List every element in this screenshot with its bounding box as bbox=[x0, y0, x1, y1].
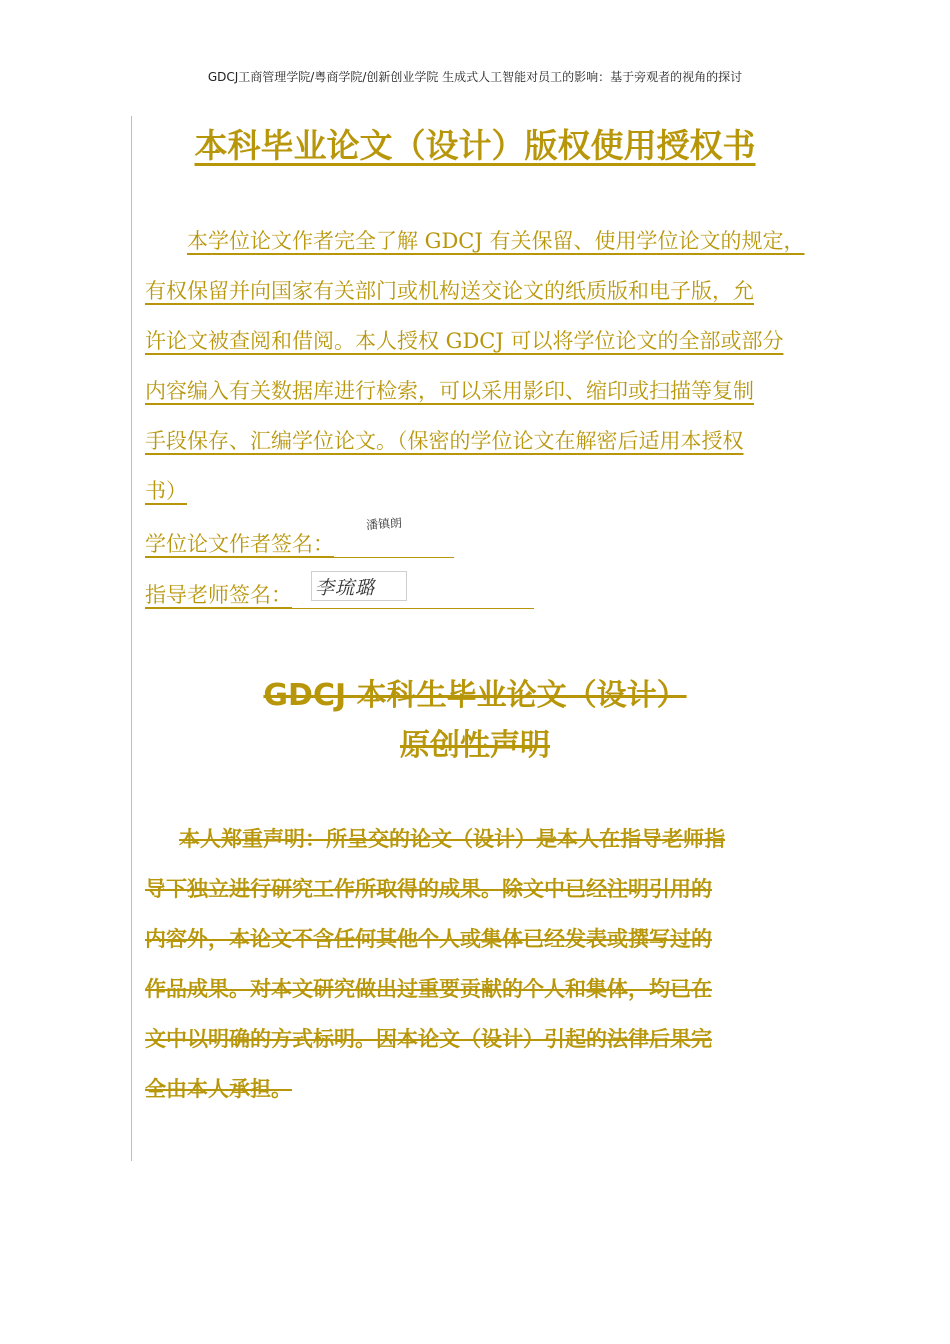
author-signature-label: 学位论文作者签名： bbox=[145, 532, 334, 556]
authorization-line: 内容编入有关数据库进行检索，可以采用影印、缩印或扫描等复制 bbox=[145, 379, 754, 403]
advisor-signature-blank bbox=[402, 608, 534, 609]
originality-line: 导下独立进行研究工作所取得的成果。除文中已经注明引用的 bbox=[145, 877, 712, 901]
author-signature-image: 潘镇朗 bbox=[365, 515, 403, 533]
originality-title-line2: 原创性声明 bbox=[400, 728, 550, 763]
advisor-signature-image: 李琉璐 bbox=[315, 577, 376, 599]
author-signature-blank bbox=[334, 557, 430, 558]
authorization-line: 许论文被查阅和借阅。本人授权 GDCJ 可以将学位论文的全部或部分 bbox=[145, 329, 784, 353]
authorization-line: 本学位论文作者完全了解 GDCJ 有关保留、使用学位论文的规定， bbox=[187, 229, 805, 253]
authorization-line: 有权保留并向国家有关部门或机构送交论文的纸质版和电子版，允 bbox=[145, 279, 754, 303]
authorization-line: 书） bbox=[145, 479, 187, 503]
authorization-title: 本科毕业论文（设计）版权使用授权书 bbox=[194, 126, 756, 165]
originality-title-line1: GDCJ 本科生毕业论文（设计） bbox=[263, 678, 687, 713]
advisor-signature-space bbox=[292, 608, 402, 609]
advisor-signature-label: 指导老师签名： bbox=[145, 583, 292, 607]
originality-line: 内容外，本论文不含任何其他个人或集体已经发表或撰写过的 bbox=[145, 927, 712, 951]
originality-line: 全由本人承担。 bbox=[145, 1077, 292, 1101]
author-signature-row bbox=[145, 528, 454, 558]
author-signature-blank-end bbox=[430, 557, 454, 558]
originality-line: 文中以明确的方式标明。因本论文（设计）引起的法律后果完 bbox=[145, 1027, 712, 1051]
originality-line: 本人郑重声明：所呈交的论文（设计）是本人在指导老师指 bbox=[179, 827, 725, 851]
originality-line: 作品成果。对本文研究做出过重要贡献的个人和集体，均已在 bbox=[145, 977, 712, 1001]
originality-paragraph bbox=[145, 814, 865, 1114]
authorization-paragraph bbox=[145, 216, 845, 516]
revision-bar bbox=[131, 116, 132, 1161]
page-header: GDCJ工商管理学院/粤商学院/创新创业学院 生成式人工智能对员工的影响：基于旁观者的视角的探讨 bbox=[207, 70, 743, 84]
authorization-line: 手段保存、汇编学位论文。（保密的学位论文在解密后适用本授权 bbox=[145, 429, 744, 453]
